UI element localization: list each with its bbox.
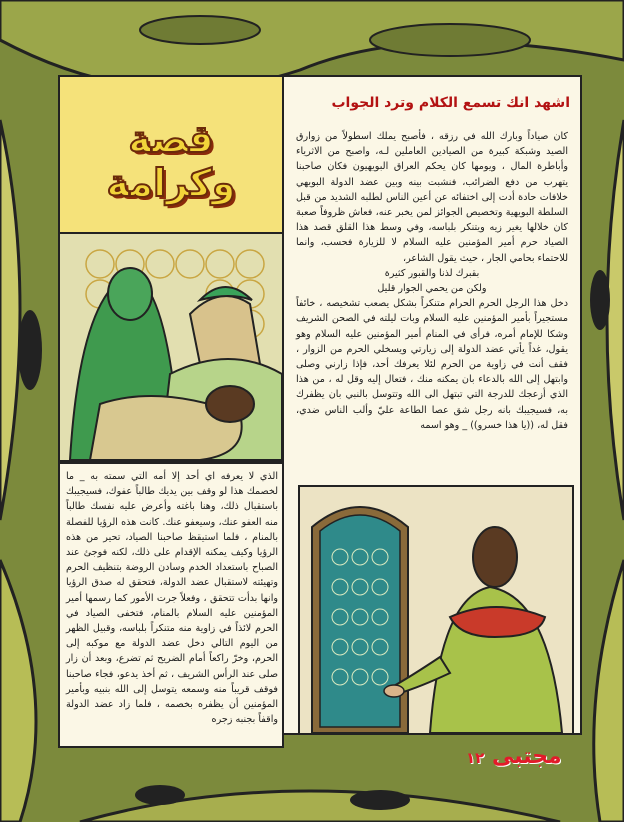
prayer-scene-drawing	[60, 234, 282, 460]
illustration-prayer-scene	[58, 232, 284, 462]
man-at-shrine-drawing	[300, 487, 572, 733]
title-box	[58, 75, 284, 235]
main-title: قصة وكرامة	[106, 117, 236, 205]
section-heading: اشهد انك تسمع الكلام وترد الجواب	[331, 95, 570, 111]
page-number: ١٢	[466, 749, 485, 767]
article-paragraph-2: دخل هذا الرجل الحرم الحرام متنكراً بشكل يصعب تشخيصه ، خائفاً مستجيراً بأمير المؤمنين عليه السلام وبات ليلته في الصحن الشريف وشكا للإمام أمره، فرأى في المنام أمير المؤمنين عليه السلام وهو يقول، غداً يأتي عضد الدولة إلى زيارتي ويسخلي الحرم من الزوار ، فقف أنت في زاوية من الحرم لئلا يعرفك أحد، فإذا زارني وصلى وابتهل إلى الله بالدعاء بان يمكنه منك ، فتعال إليه وقل له ، من هذا الذي أزعجك للدرجة التي تبتهل الى الله وتتوسل بالنبي بان يظفرك به، فسيجيبك بانه رجل شق عصا الطاعة عليّ وألب الناس ضدي، فقل له، ((يا هذا خسرو)) _ وهو اسمه	[296, 298, 568, 431]
article-paragraph-1: كان صياداً وبارك الله في رزقه ، فأصبح يملك اسطولاً من زوارق الصيد وشبكة كبيرة من الصيادين العاملين لـه، واصبح من الاثرياء وأباطرة المال ، ويومها كان يحكم العراق البويهيون فكان صاحبنا يتهرب من دفع الضرائب، فنشبت بينه وبين عضد الدولة البويهي خلافات حادة أدت إلى اختفائه عن أعين الناس لطلبه الشديد من قبل السلطة البويهية وتخصيص الجوائز لمن يخبر عنه، فعاش ظروفاً صعبة كان خلالها يغير زيه ويتنكر بلباسه، وفي وسط هذا القلق قصد هذا الصياد حرم أمير المؤمنين عليه السلام لا للزيارة فحسب، وانما للاحتماء بحامي الجار ، حيث يقول الشاعر،	[296, 131, 568, 264]
illustration-man-at-shrine	[298, 485, 574, 735]
article-body	[296, 129, 568, 433]
verse-line-1: بقبرك لذنا والقبور كثيرة	[384, 267, 480, 279]
article-left-panel	[58, 462, 284, 748]
article-paragraph-3: الذي لا يعرفه اي أحد إلا أمه التي سمته به _ ما لخصمك هذا لو وقف بين يديك طالباً عفوك، فسيجيبك باستقبال ذلك، وهنا باغته وأعرض عليه نفسك طالباً منه العفو عنك، وسيعفو عنك. كانت هذه الرؤيا للفصلة بالمنام ، فلما استيقظ صاحبنا الصياد، تحير من هذه الرؤيا وكيف يمكنه الإقدام على ذلك، لكنه فوجئ عند الصباح باستعداد الخدم وسادن الروضة بتنظيف الحرم وتهيئته لاستقبال عضد الدولة، فتحقق له صدق الرؤيا وانها بدأت تتحقق ، وفعلاً جرت الأمور كما رسمها أمير المؤمنين عليه السلام بالمنام، فتخفى الصياد في الحرم لائذاً في زاوية منه متنكراً بلباسه، وقبيل الظهر من اليوم التالي دخل عضد الدولة مع موكبه إلى الحرم، وخرّ راكعاً أمام الضريح ثم تضرع، وبعد أن زار صلى عند الرأس الشريف ، ثم أخذ يدعو، فجاء صاحبنا فوقف قريباً منه وسمعه يتوسل إلى الله بنبيه وبأمير المؤمنين أن يظفره بخصمه ، فلما زاد عضد الدولة واقفاً بجنبه زجره	[66, 471, 278, 726]
magazine-logo-text: مجتبى	[491, 744, 562, 769]
verse-line-2: ولكن من يحمي الجوار قليل	[377, 283, 487, 295]
magazine-logo	[466, 744, 562, 769]
